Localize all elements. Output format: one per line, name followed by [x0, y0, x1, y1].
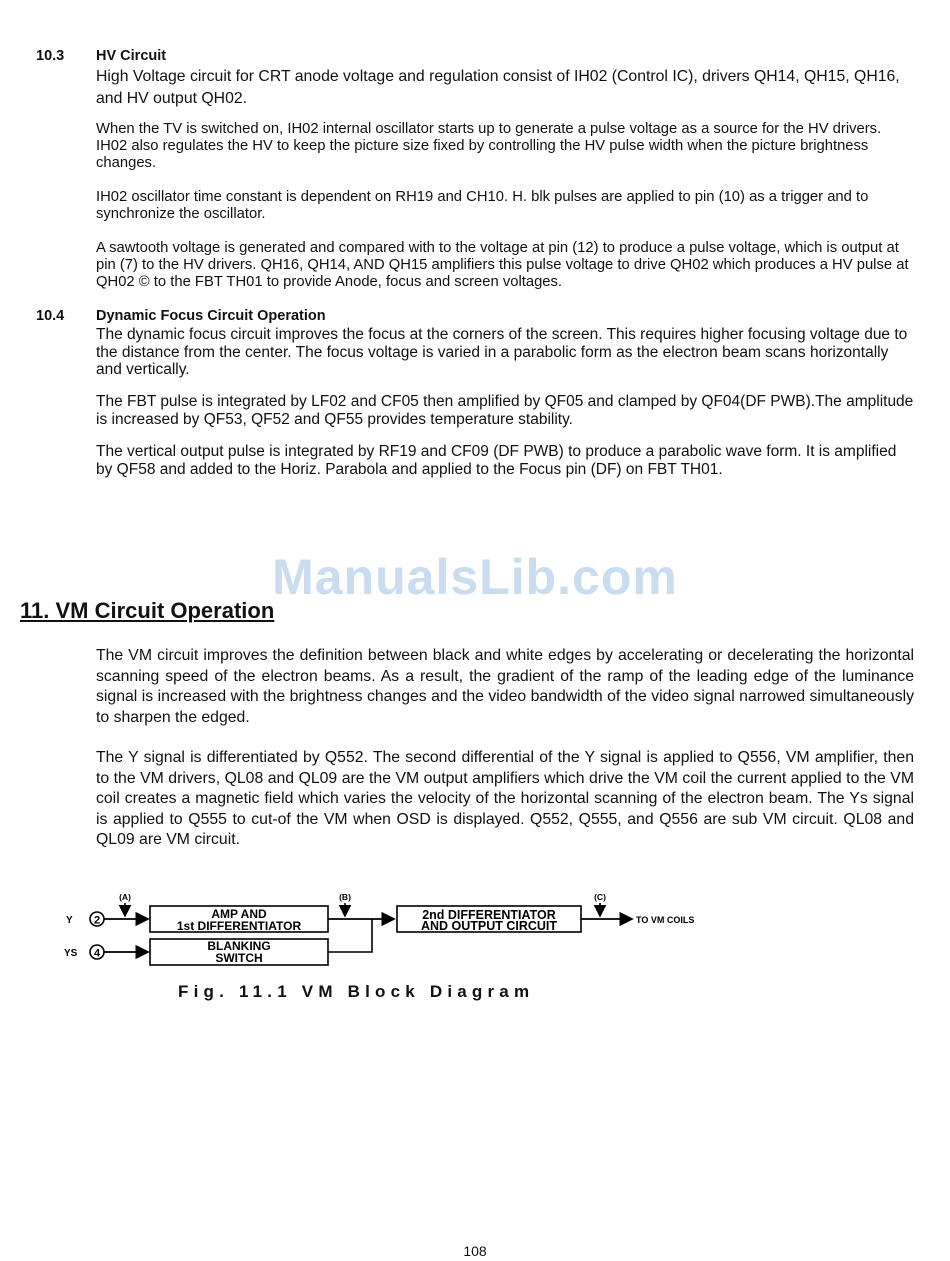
input-y-label: Y [66, 915, 73, 926]
hv-paragraph-4: A sawtooth voltage is generated and compared with to the voltage at pin (12) to produce a pulse voltage, which is output at pin (7) to the HV drivers. QH16, QH14, AND QH15 amplifiers this pulse voltage to drive QH02 which produces a HV pulse at QH02 © to the FBT TH01 to provide Anode, focus and screen voltages. [96, 240, 909, 290]
pin-2-label: 2 [93, 914, 101, 927]
point-c-label: (C) [594, 892, 606, 902]
point-a-label: (A) [119, 892, 131, 902]
hv-paragraph-1: High Voltage circuit for CRT anode voltage and regulation consist of IH02 (Control IC), drivers QH14, QH15, QH16, and HV output QH02. [96, 68, 900, 107]
section-11-heading: 11. VM Circuit Operation [20, 598, 275, 623]
hv-paragraph-2: When the TV is switched on, IH02 internal oscillator starts up to generate a pulse voltage as a source for the HV drivers. IH02 also regulates the HV to keep the picture size fixed by controlling the HV pulse width when the picture brightness changes. [96, 121, 882, 171]
df-paragraph-1: The dynamic focus circuit improves the focus at the corners of the screen. This requires higher focusing voltage due to the distance from the center. The focus voltage is varied in a parabolic form as the electron beam scans horizontally and vertically. [96, 326, 908, 378]
vm-paragraph-1: The VM circuit improves the definition between black and white edges by accelerating or decelerating the horizontal scanning speed of the electron beams. As a result, the gradient of the ramp of the leading edge of the luminance signal is increased with the brightness changes and the video bandwidth of the video signal narrowed simultaneously to sharpen the edged. [96, 647, 914, 726]
pin-4-label: 4 [93, 947, 101, 960]
block3-line1: 2nd DIFFERENTIATOR [422, 908, 556, 922]
watermark: ManualsLib.com [272, 549, 678, 605]
block1-line2: 1st DIFFERENTIATOR [176, 919, 302, 933]
block2-line2: SWITCH [215, 951, 263, 965]
section-title-dynamic-focus: Dynamic Focus Circuit Operation [96, 308, 326, 324]
vm-paragraph-2: The Y signal is differentiated by Q552. The second differential of the Y signal is applied to Q556, VM amplifier, then to the VM drivers, QL08 and QL09 are the VM output amplifiers which drive the VM coil the current applied to the VM coil creates a magnetic field which varies the velocity of the horizontal scanning of the electron beam. The Ys signal is applied to Q555 to cut-of the VM when OSD is displayed. Q552, Q555, and Q556 are sub VM circuit. QL08 and QL09 are VM circuit. [96, 749, 914, 848]
figure-caption: Fig. 11.1 VM Block Diagram [178, 982, 535, 1001]
section-number-10-4: 10.4 [36, 308, 65, 324]
point-b-label: (B) [339, 892, 351, 902]
section-title-hv-circuit: HV Circuit [96, 48, 167, 64]
df-paragraph-3: The vertical output pulse is integrated by RF19 and CF09 (DF PWB) to produce a parabolic wave form. It is amplified by QF58 and added to the Horiz. Parabola and applied to the Focus pin (DF) on FBT TH01. [96, 443, 897, 478]
blanking-feedback-line [328, 919, 372, 952]
block1-line1: AMP AND [211, 907, 267, 921]
to-vm-coils-label: TO VM COILS [636, 915, 695, 925]
block3-line2: AND OUTPUT CIRCUIT [420, 919, 558, 933]
block2-line1: BLANKING [207, 939, 271, 953]
hv-paragraph-3: IH02 oscillator time constant is dependent on RH19 and CH10. H. blk pulses are applied to pin (10) as a trigger and to synchronize the oscillator. [96, 189, 869, 222]
page-number: 108 [463, 1243, 487, 1259]
input-ys-label: YS [64, 948, 78, 959]
vm-block-diagram [0, 886, 950, 976]
df-paragraph-2: The FBT pulse is integrated by LF02 and CF05 then amplified by QF05 and clamped by QF04(DF PWB).The amplitude is increased by QF53, QF52 and QF55 provides temperature stability. [96, 393, 914, 428]
section-number-10-3: 10.3 [36, 48, 65, 64]
